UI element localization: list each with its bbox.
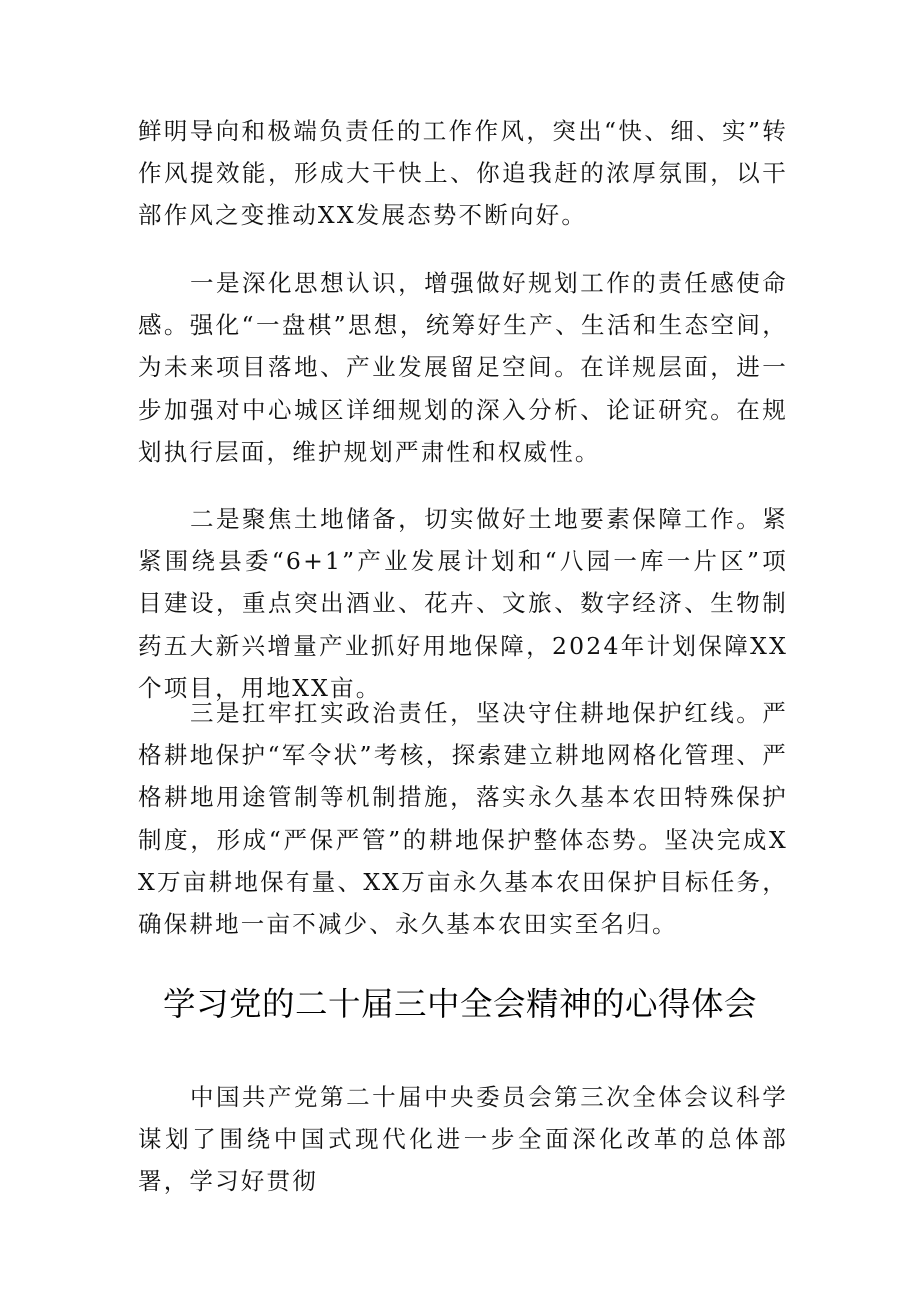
section-heading: 学习党的二十届三中全会精神的心得体会 [162,985,757,1023]
body-paragraph-1: 鲜明导向和极端负责任的工作作风，突出“快、细、实”转作风提效能，形成大干快上、你追我赶的浓厚氛围，以干部作风之变推动XX发展态势不断向好。 [138,117,788,230]
body-paragraph-4: 三是扛牢扛实政治责任，坚决守住耕地保护红线。严格耕地保护“军令状”考核，探索建立耕地网格化管理、严格耕地用途管制等机制措施，落实永久基本农田特殊保护制度，形成“严保严管”的耕地保护整体态势。坚决完成XX万亩耕地保有量、XX万亩永久基本农田保护目标任务，确保耕地一亩不减少、永久基本农田实至名归。 [138,699,788,939]
body-paragraph-2: 一是深化思想认识，增强做好规划工作的责任感使命感。强化“一盘棋”思想，统筹好生产、生活和生态空间，为未来项目落地、产业发展留足空间。在详规层面，进一步加强对中心城区详细规划的深入分析、论证研究。在规划执行层面，维护规划严肃性和权威性。 [138,269,788,466]
body-paragraph-3: 二是聚焦土地储备，切实做好土地要素保障工作。紧紧围绕县委“6+1”产业发展计划和“八园一库一片区”项目建设，重点突出酒业、花卉、文旅、数字经济、生物制药五大新兴增量产业抓好用地保障，2024年计划保障XX个项目，用地XX亩。 [138,505,788,702]
body-paragraph-after-heading: 中国共产党第二十届中央委员会第三次全体会议科学谋划了围绕中国式现代化进一步全面深化改革的总体部署，学习好贯彻 [138,1083,788,1196]
